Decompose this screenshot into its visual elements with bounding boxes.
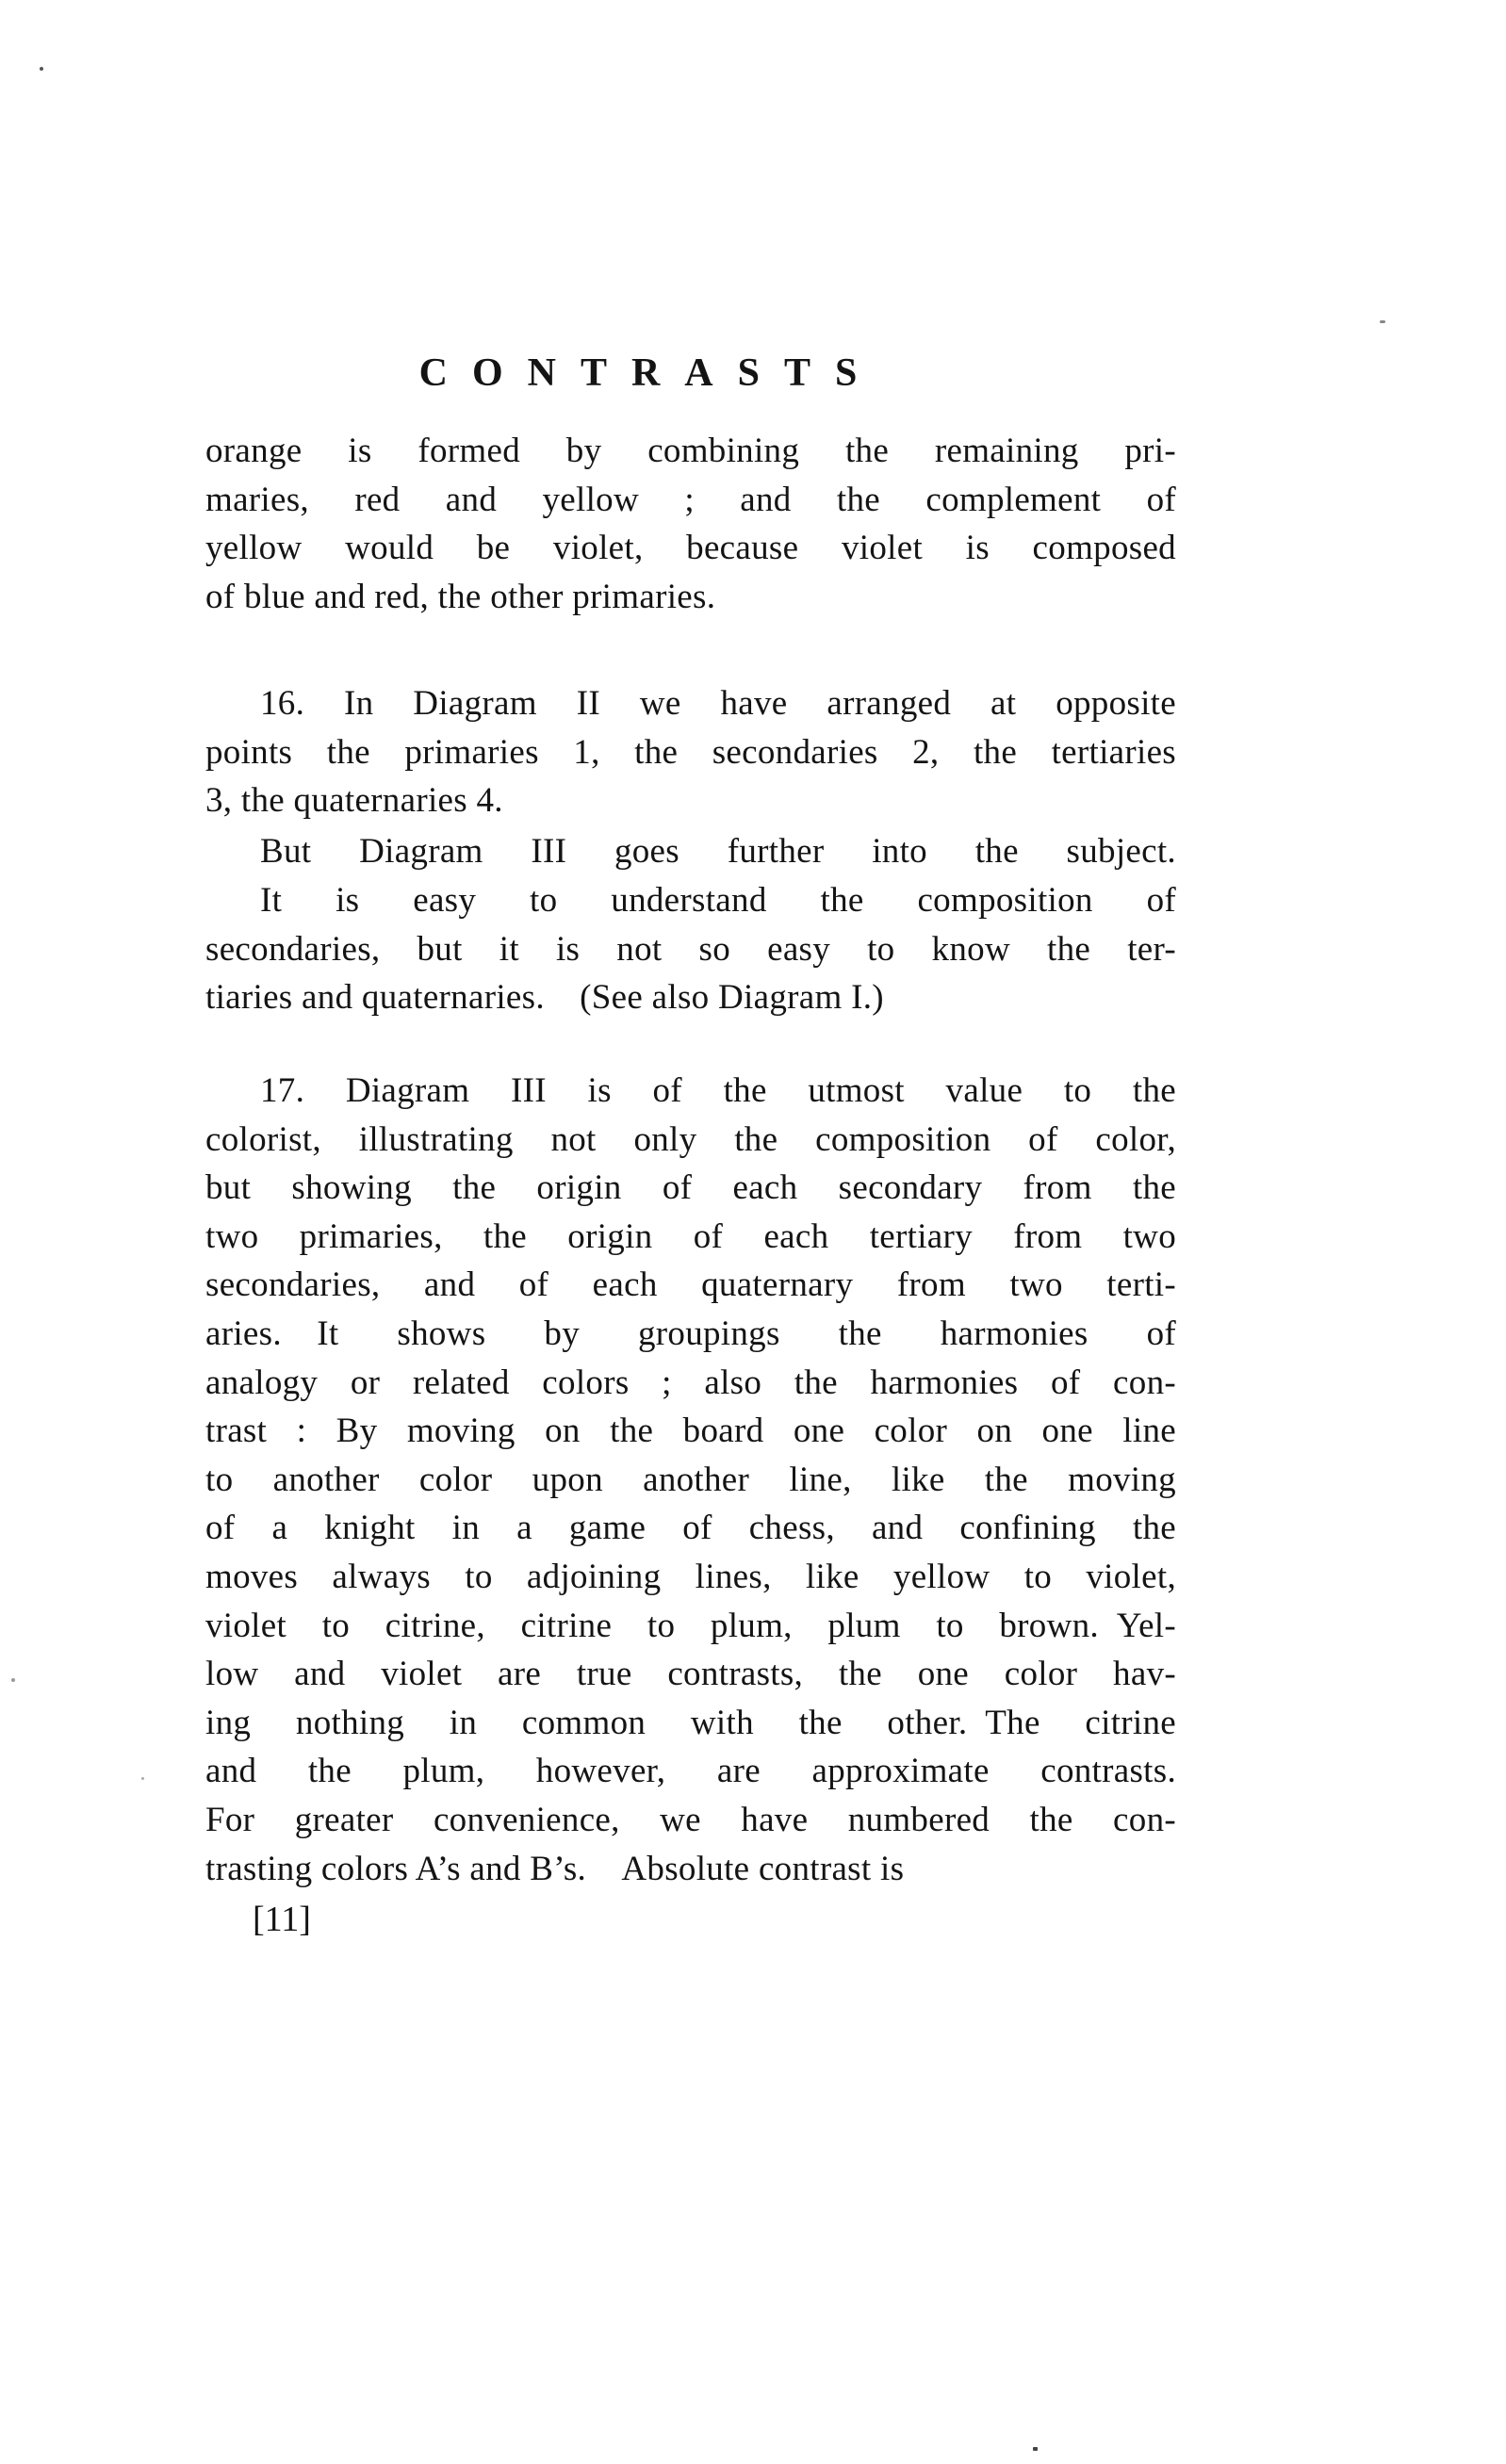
text-line: secondaries, but it is not so easy to know the ter- [205, 929, 1176, 969]
text-line: aries. It shows by groupings the harmonies of [205, 1314, 1176, 1353]
paragraph-17 [205, 1067, 1176, 1893]
text-line: 16. In Diagram II we have arranged at opposite [260, 684, 1176, 723]
text-line: But Diagram III goes further into the subject. [260, 832, 1176, 871]
text-line: ing nothing in common with the other. The citrine [205, 1703, 1176, 1742]
text-line: of blue and red, the other primaries. [205, 577, 716, 616]
text-line: For greater convenience, we have numbered the con- [205, 1800, 1176, 1839]
text-line: 3, the quaternaries 4. [205, 781, 503, 821]
text-line: maries, red and yellow ; and the complement of [205, 480, 1176, 519]
text-line: points the primaries 1, the secondaries 2, the tertiaries [205, 732, 1176, 772]
text-line: orange is formed by combining the remaining pri- [205, 432, 1176, 470]
scan-speck [1380, 320, 1385, 323]
text-line: 17. Diagram III is of the utmost value to the [260, 1071, 1176, 1110]
text-line: tiaries and quaternaries. (See also Diagram I.) [205, 978, 884, 1018]
text-line: and the plum, however, are approximate contrasts. [205, 1752, 1176, 1791]
page-number: [11] [253, 1900, 311, 1939]
text-line: secondaries, and of each quaternary from two terti- [205, 1265, 1176, 1305]
text-line: It is easy to understand the composition of [260, 881, 1176, 920]
text-line: of a knight in a game of chess, and confining the [205, 1509, 1176, 1548]
text-line: to another color upon another line, like the moving [205, 1460, 1176, 1499]
paragraph-but-diagram [205, 827, 1176, 876]
page-title: CONTRASTS [418, 351, 882, 395]
scan-speck [40, 67, 43, 71]
text-line: trast : By moving on the board one color on one line [205, 1411, 1176, 1451]
paragraph-it-is-easy [205, 876, 1176, 1022]
scan-speck [11, 1678, 15, 1682]
text-line: moves always to adjoining lines, like yellow to violet, [205, 1557, 1176, 1596]
paragraph-continuation [205, 427, 1176, 621]
text-line: low and violet are true contrasts, the one color hav- [205, 1655, 1176, 1694]
text-line: trasting colors A’s and B’s. Absolute contrast is [205, 1849, 905, 1888]
text-line: colorist, illustrating not only the composition of color, [205, 1119, 1176, 1159]
text-line: two primaries, the origin of each tertiary from two [205, 1216, 1176, 1256]
text-line: analogy or related colors ; also the harmonies of con- [205, 1363, 1176, 1402]
text-line: violet to citrine, citrine to plum, plum to brown. Yel- [205, 1606, 1176, 1645]
text-line: yellow would be violet, because violet is composed [205, 529, 1176, 568]
scan-speck [1033, 2447, 1038, 2451]
paragraph-16 [205, 679, 1176, 825]
text-line: but showing the origin of each secondary from the [205, 1168, 1176, 1208]
scan-speck [141, 1777, 144, 1780]
